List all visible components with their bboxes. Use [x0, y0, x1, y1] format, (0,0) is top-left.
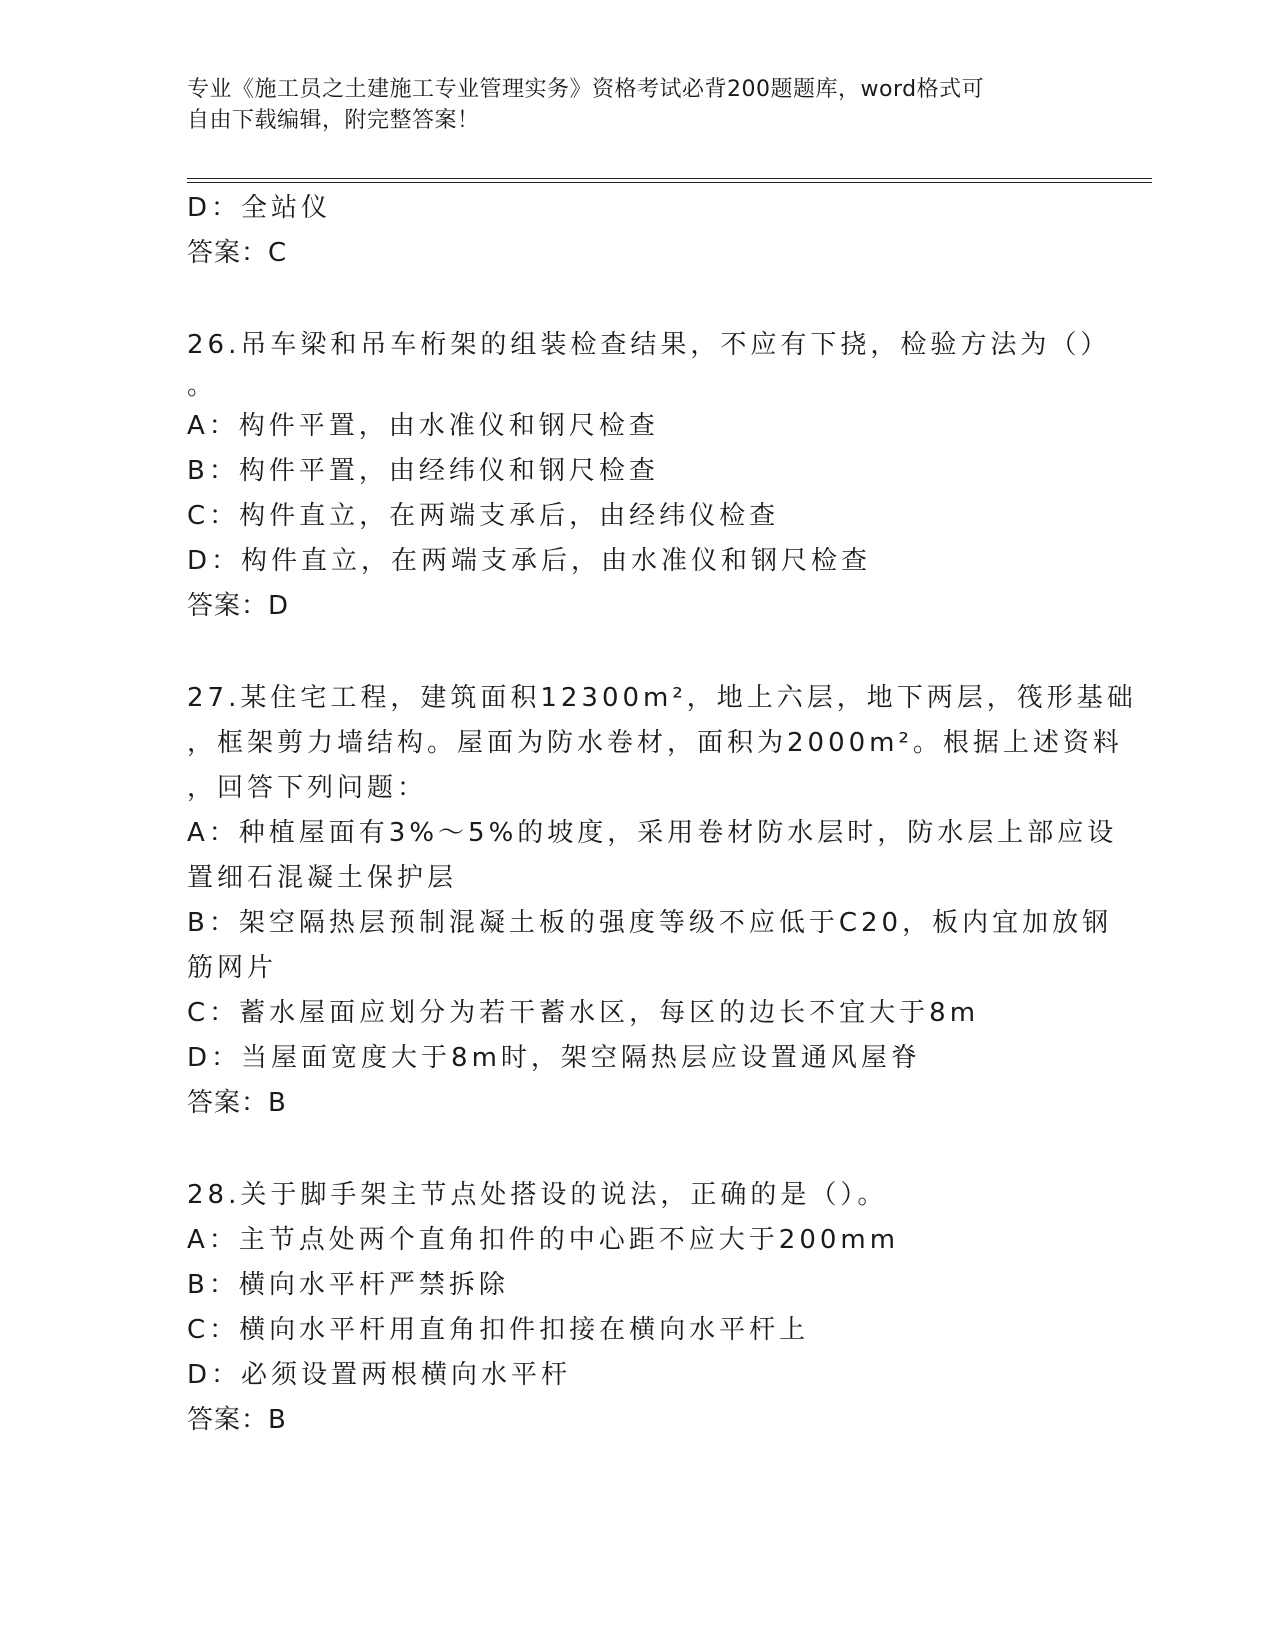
answer: 答案：D: [187, 591, 290, 621]
header-line-2: 自由下载编辑，附完整答案！: [187, 108, 480, 133]
question-28: [187, 1173, 1087, 1443]
question-stem: 26.吊车梁和吊车桁架的组装检查结果，不应有下挠，检验方法为（）: [187, 330, 1111, 360]
question-stem-line-3: ，回答下列问题：: [187, 773, 428, 803]
option-b: B：构件平置，由经纬仪和钢尺检查: [187, 456, 659, 486]
option-b: B：横向水平杆严禁拆除: [187, 1270, 509, 1300]
option-a: A：主节点处两个直角扣件的中心距不应大于200mm: [187, 1225, 900, 1255]
option-a-line-1: A：种植屋面有3%～5%的坡度，采用卷材防水层时，防水层上部应设: [187, 818, 1118, 848]
option-b-line-1: B：架空隔热层预制混凝土板的强度等级不应低于C20，板内宜加放钢: [187, 908, 1113, 938]
question-stem-line-1: 27.某住宅工程，建筑面积12300m²，地上六层，地下两层，筏形基础: [187, 683, 1137, 713]
question-stem-line-2: ，框架剪力墙结构。屋面为防水卷材，面积为2000m²。根据上述资料: [187, 728, 1123, 758]
question-stem: 28.关于脚手架主节点处搭设的说法，正确的是（）。: [187, 1180, 888, 1210]
previous-question-tail: [187, 186, 1087, 276]
option-a-line-2: 置细石混凝土保护层: [187, 863, 458, 893]
answer: 答案：B: [187, 1088, 287, 1118]
answer: 答案：B: [187, 1405, 287, 1435]
answer: 答案：C: [187, 238, 288, 268]
header-divider: [187, 178, 1152, 183]
option-d: D：全站仪: [187, 193, 332, 223]
question-27: [187, 676, 1137, 1126]
option-d: D：构件直立，在两端支承后，由水准仪和钢尺检查: [187, 546, 872, 576]
page-header: [187, 74, 1087, 136]
option-c: C：蓄水屋面应划分为若干蓄水区，每区的边长不宜大于8m: [187, 998, 980, 1028]
header-line-1: 专业《施工员之土建施工专业管理实务》资格考试必背200题题库，word格式可: [187, 77, 985, 102]
question-list: [187, 186, 1137, 1443]
option-b-line-2: 筋网片: [187, 953, 278, 983]
option-c: C：横向水平杆用直角扣件扣接在横向水平杆上: [187, 1315, 810, 1345]
option-d: D：必须设置两根横向水平杆: [187, 1360, 572, 1390]
option-a: A：构件平置，由水准仪和钢尺检查: [187, 411, 659, 441]
question-26: [187, 323, 1111, 629]
option-d: D：当屋面宽度大于8m时，架空隔热层应设置通风屋脊: [187, 1043, 921, 1073]
question-stem-end: 。: [187, 371, 218, 401]
option-c: C：构件直立，在两端支承后，由经纬仪检查: [187, 501, 780, 531]
